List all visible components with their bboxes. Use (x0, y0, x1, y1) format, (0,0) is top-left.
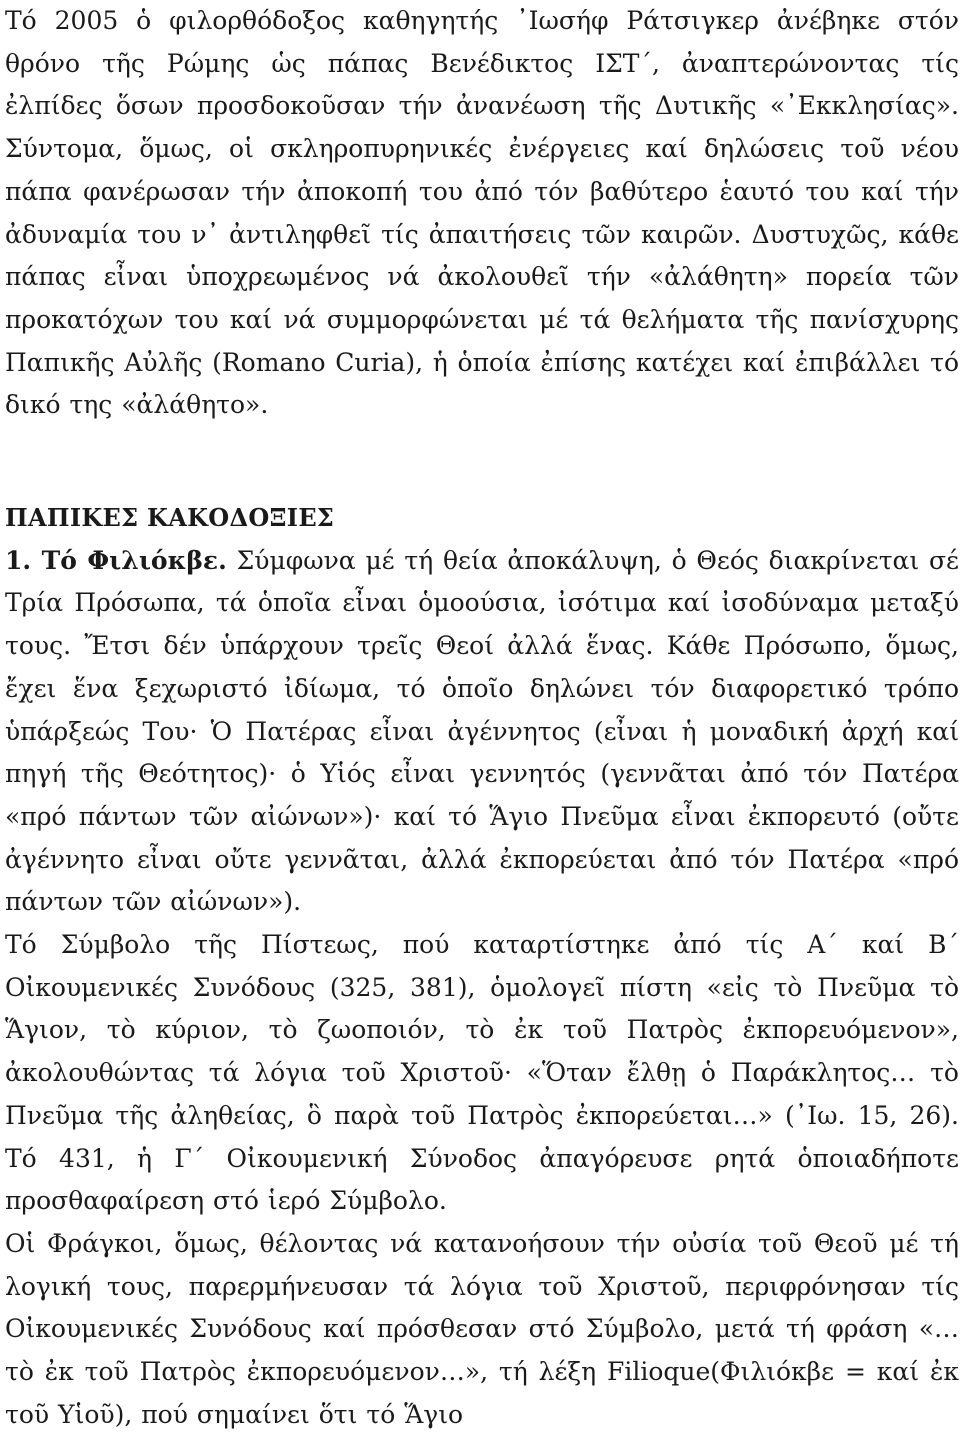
filioque-label: 1. Τό Φιλιόκβε. (5, 545, 227, 575)
document-page (5, 0, 959, 1437)
intro-paragraph: Τό 2005 ὁ φιλορθόδοξος καθηγητής ᾿Ιωσήφ Ράτσιγκερ ἀνέβηκε στόν θρόνο τῆς Ρώμης ὡς πάπας Βενέδικτος ΙΣΤ΄, ἀναπτερώνοντας τίς ἐλπίδες ὅσων προσδοκοῦσαν τήν ἀνανέωση τῆς Δυτικῆς «᾿Εκκλησίας». Σύντομα, ὅμως, οἱ σκληροπυρηνικές ἐνέργειες καί δηλώσεις τοῦ νέου πάπα φανέρωσαν τήν ἀποκοπή του ἀπό τόν βαθύτερο ἑαυτό του καί τήν ἀδυναμία του ν᾿ ἀντιληφθεῖ τίς ἀπαιτήσεις τῶν καιρῶν. Δυστυχῶς, κάθε πάπας εἶναι ὑποχρεωμένος νά ἀκολουθεῖ τήν «ἀλάθητη» πορεία τῶν προκατόχων του καί νά συμμορφώνεται μέ τά θελήματα τῆς πανίσχυρης Παπικῆς Αὐλῆς (Romano Curia), ἡ ὁποία ἐπίσης κατέχει καί ἐπιβάλλει τό δικό της «ἀλάθητο». (5, 6, 959, 420)
franks-paragraph: Οἱ Φράγκοι, ὅμως, θέλοντας νά κατανοήσουν τήν οὐσία τοῦ Θεοῦ μέ τή λογική τους, παρερμήνευσαν τά λόγια τοῦ Χριστοῦ, περιφρόνησαν τίς Οἰκουμενικές Συνόδους καί πρόσθεσαν στό Σύμβολο, μετά τή φράση «…τὸ ἐκ τοῦ Πατρὸς ἐκπορευόμενον…», τή λέξη Filioque(Φιλιόκβε = καί ἐκ τοῦ Υἱοῦ), πού σημαίνει ὅτι τό Ἅγιο (5, 1228, 959, 1429)
section-heading: ΠΑΠΙΚΕΣ ΚΑΚΟΔΟΞΙΕΣ (5, 503, 335, 533)
filioque-paragraph (5, 540, 959, 924)
symbol-paragraph: Τό Σύμβολο τῆς Πίστεως, πού καταρτίστηκε ἀπό τίς Α΄ καί Β΄ Οἰκουμενικές Συνόδους (325, 381), ὁμολογεῖ πίστη «εἰς τὸ Πνεῦμα τὸ Ἅγιον, τὸ κύριον, τὸ ζωοποιόν, τὸ ἐκ τοῦ Πατρὸς ἐκπορευόμενον», ἀκολουθώντας τά λόγια τοῦ Χριστοῦ· «Ὅταν ἔλθῃ ὁ Παράκλητος… τὸ Πνεῦμα τῆς ἀληθείας, ὃ παρὰ τοῦ Πατρὸς ἐκπορεύεται…» (᾿Ιω. 15, 26). Τό 431, ἡ Γ΄ Οἰκουμενική Σύνοδος ἀπαγόρευσε ρητά ὁποιαδήποτε προσθαφαίρεση στό ἱερό Σύμβολο. (5, 930, 959, 1216)
filioque-text: Σύμφωνα μέ τή θεία ἀποκάλυψη, ὁ Θεός διακρίνεται σέ Τρία Πρόσωπα, τά ὁποῖα εἶναι ὁμοούσια, ἰσότιμα καί ἰσοδύναμα μεταξύ τους. Ἔτσι δέν ὑπάρχουν τρεῖς Θεοί ἀλλά ἕνας. Κάθε Πρόσωπο, ὅμως, ἔχει ἕνα ξεχωριστό ἰδίωμα, τό ὁποῖο δηλώνει τόν διαφορετικό τρόπο ὑπάρξεώς Του· Ὁ Πατέρας εἶναι ἀγέννητος (εἶναι ἡ μοναδική ἀρχή καί πηγή τῆς Θεότητος)· ὁ Υἱός εἶναι γεννητός (γεννᾶται ἀπό τόν Πατέρα «πρό πάντων τῶν αἰώνων»)· καί τό Ἅγιο Πνεῦμα εἶναι ἐκπορευτό (οὔτε ἀγέννητο εἶναι οὔτε γεννᾶται, ἀλλά ἐκπορεύεται ἀπό τόν Πατέρα «πρό πάντων τῶν αἰώνων»). (5, 545, 959, 917)
